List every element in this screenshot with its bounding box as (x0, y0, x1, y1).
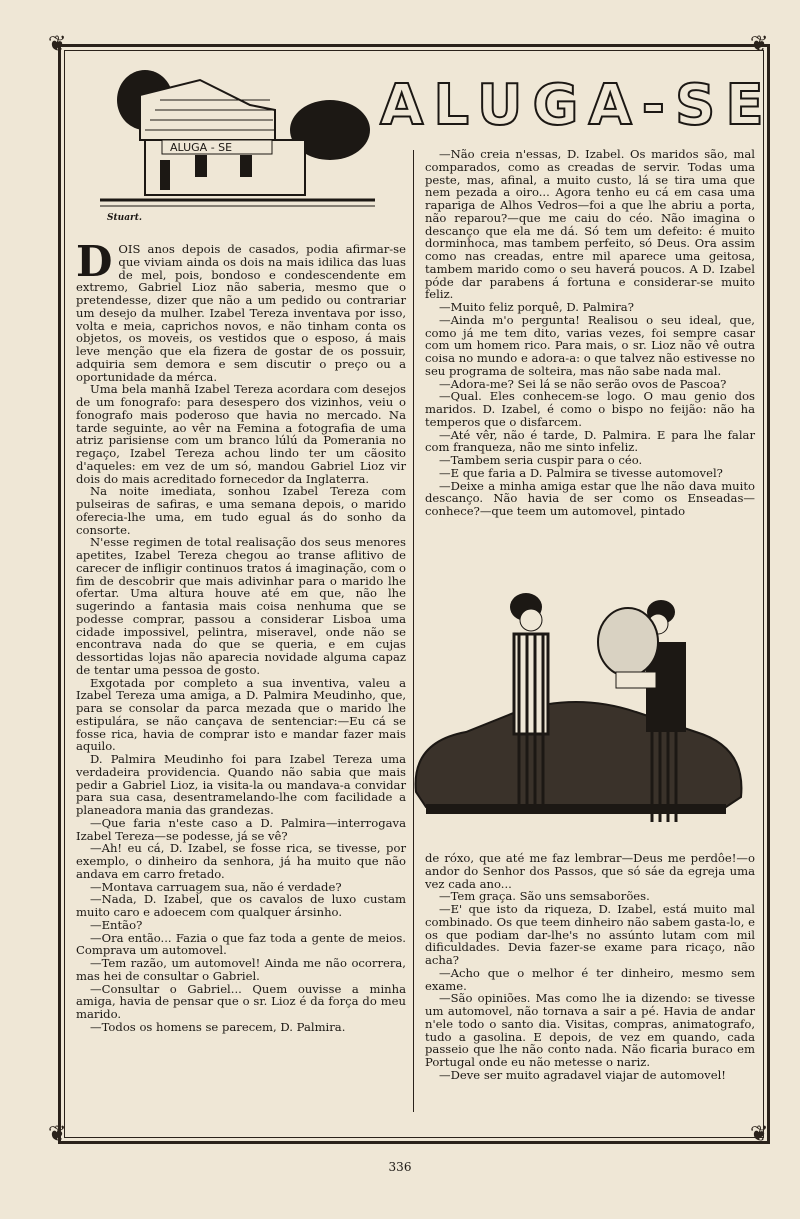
right-column-top (425, 148, 755, 518)
paragraph: —Até vêr, não é tarde, D. Palmira. E para lhe falar com franqueza, não me sinto infeliz. (425, 427, 755, 455)
house-illustration (100, 60, 375, 215)
right-column-bottom (425, 852, 755, 1082)
sofa-couple-illustration (406, 572, 746, 847)
paragraph: —E que faria a D. Palmira se tivesse automovel? (439, 465, 723, 480)
paragraph: —Ora então... Fazia o que faz toda a gente de meios. Comprava um automovel. (76, 930, 406, 958)
paragraph: —Ainda m'o pergunta! Realisou o seu ideal, que, como já me tem dito, varias vezes, foi sempre casar com um homem rico. Para mais, o sr. Lioz não vê outra coisa no mundo e adora-a: o que talvez não estivesse no seu programa de solteira, mas não sabe nada mal. (425, 312, 755, 378)
corner-ornament-top-right: ❦ (750, 32, 769, 57)
corner-ornament-bottom-left: ❦ (48, 1122, 67, 1147)
page-number: 336 (388, 1160, 412, 1174)
paragraph: —Nada, D. Izabel, que os cavalos de luxo custam muito caro e adoecem com qualquer ársinho. (76, 892, 406, 919)
paragraph: —Montava carruagem sua, não é verdade? (90, 879, 342, 894)
paragraph: —Tem graça. São uns semsaborões. (439, 889, 650, 904)
paragraph: —São opiniões. Mas como lhe ia dizendo: se tivesse um automovel, não tornava a sair a pé. Havia de andar n'ele todo o santo dia. Visitas, compras, animatografo, tudo a gasolina. E depois, de vez em quando, cada passeio que lhe não conto nada. Não ficaria buraco em Portugal onde eu não metesse o nariz. (425, 991, 755, 1069)
paragraph: —Deixe a minha amiga estar que lhe não dava muito descanço. Não havia de ser como os Enseadas—conhece?—que teem um automovel, pintado (425, 478, 755, 518)
paragraph: Uma bela manhã Izabel Tereza acordara com desejos de um fonografo: para desespero dos vizinhos, veiu o fonografo mais poderoso que havia no mercado. Na tarde seguinte, ao vêr na Femina a fotografia de uma atriz parisiense com um branco lúlú da Pomerania no regaço, Izabel Tereza achou lindo ter um cãosito d'aqueles: em vez de um só, mandou Gabriel Lioz vir dois do mais acreditado fornecedor da Inglaterra. (76, 382, 406, 486)
paragraph: N'esse regimen de total realisação dos seus menores apetites, Izabel Tereza chegou ao transe aflitivo de carecer de infligir continuos tratos á imaginação, com o fim de descobrir que mais adivinhar para o marido lhe ofertar. Uma altura houve até em que, não lhe sugerindo a fantasia mais coisa nenhuma que se podesse comprar, passou a considerar Lisboa uma cidade impossivel, pelintra, miseravel, onde não se encontrava nada do que se queria, e em cujas dessortidas lojas não aparecia novidade alguma capaz de tentar uma pessoa de gosto. (76, 535, 406, 677)
paragraph: D. Palmira Meudinho foi para Izabel Tereza uma verdadeira providencia. Quando não sabia que mais pedir a Gabriel Lioz, ia visita-la ou mandava-a convidar para sua casa, desentramelando-lhe com facilidade a planeadora mania das grandezas. (76, 752, 406, 817)
paragraph: de róxo, que até me faz lembrar—Deus me perdôe!—o andor do Senhor dos Passos, que só sáe da egreja uma vez cada ano... (425, 851, 755, 891)
paragraph: —Todos os homens se parecem, D. Palmira. (90, 1019, 346, 1034)
paragraph: —Deve ser muito agradavel viajar de automovel! (439, 1067, 726, 1082)
paragraph: —Não creia n'essas, D. Izabel. Os maridos são, mal comparados, como as creadas de servir. Todas uma peste, mas, afinal, a muito custo, lá se tira uma que nem pezada a oiro... Agora tenho eu cá em casa uma rapariga de Alhos Vedros—foi a que lhe abriu a porta, não reparou?—que me caiu do céo. Não imagina o descanço que ela me dá. Só tem um defeito: é muito dorminhoca, mas tambem perfeito, só Deus. Ora assim como nas creadas, entre mil aparece uma geitosa, tambem marido como o seu haverá poucos. A D. Izabel póde dar parabens á fortuna e considerar-se muito feliz. (425, 147, 755, 302)
paragraph: —Muito feliz porquê, D. Palmira? (439, 300, 634, 314)
corner-ornament-bottom-right: ❦ (750, 1122, 769, 1147)
drop-cap: D (76, 237, 113, 286)
left-column (76, 237, 406, 1034)
artist-signature: Stuart. (107, 213, 143, 223)
paragraph: Na noite imediata, sonhou Izabel Tereza com pulseiras de safiras, e uma semana depois, o marido oferecia-lhe uma, em tudo egual ás do sonho da consorte. (76, 484, 406, 537)
paragraph: Exgotada por completo a sua inventiva, valeu a Izabel Tereza uma amiga, a D. Palmira Meudinho, que, para se consolar da parca mezada que o marido lhe estipulára, se não cançava de sentenciar:—Eu cá se fosse rica, havia de comprar isto e mandar fazer mais aquilo. (76, 675, 406, 754)
article-title (380, 73, 774, 138)
paragraph: —Consultar o Gabriel... Quem ouvisse a minha amiga, havia de pensar que o sr. Lioz é da força do meu marido. (76, 981, 406, 1021)
paragraph: —E' que isto da riqueza, D. Izabel, está muito mal combinado. Os que teem dinheiro não sabem gasta-lo, e os que podiam dar-lhe's no assúnto lutam com mil dificuldades. Devia fazer-se exame para ricaço, não acha? (425, 902, 755, 967)
paragraph: —Qual. Eles conhecem-se logo. O mau genio dos maridos. D. Izabel, é como o bispo no feijão: não ha temperos que o disfarcem. (425, 389, 755, 429)
paragraph: —Tambem seria cuspir para o céo. (439, 453, 643, 467)
article-title-text: ALUGA-SE (380, 73, 774, 138)
paragraph: DOIS anos depois de casados, podia afirmar-se que viviam ainda os dois na mais idilica das luas de mel, pois, bondoso e condescendente em extremo, Gabriel Lioz não saberia, mesmo que o pretendesse, dizer que não a um pedido ou contrariar um desejo da mulher. Izabel Tereza inventava por isso, volta e meia, caprichos novos, e não tinham conta os objetos, os moveis, os vestidos que o esposo, á mais leve menção que ela fizera de gostar de os possuir, adquiria sem demora e sem discutir o preço ou a oportunidade da mérca. (76, 237, 406, 384)
house-sign-text: ALUGA - SE (170, 141, 233, 154)
paragraph: —Adora-me? Sei lá se não serão ovos de Pascoa? (439, 376, 727, 391)
paragraph: —Ah! eu cá, D. Izabel, se fosse rica, se tivesse, por exemplo, o dinheiro da senhora, já ha muito que não andava em carro fretado. (76, 841, 406, 881)
paragraph: —Que faria n'este caso a D. Palmira—interrogava Izabel Tereza—se podesse, já se vê? (76, 815, 406, 843)
paragraph: —Acho que o melhor é ter dinheiro, mesmo sem exame. (425, 965, 755, 993)
paragraph: —Tem razão, um automovel! Ainda me não ocorrera, mas hei de consultar o Gabriel. (76, 956, 406, 983)
corner-ornament-top-left: ❦ (48, 32, 67, 57)
paragraph: —Então? (90, 917, 143, 932)
